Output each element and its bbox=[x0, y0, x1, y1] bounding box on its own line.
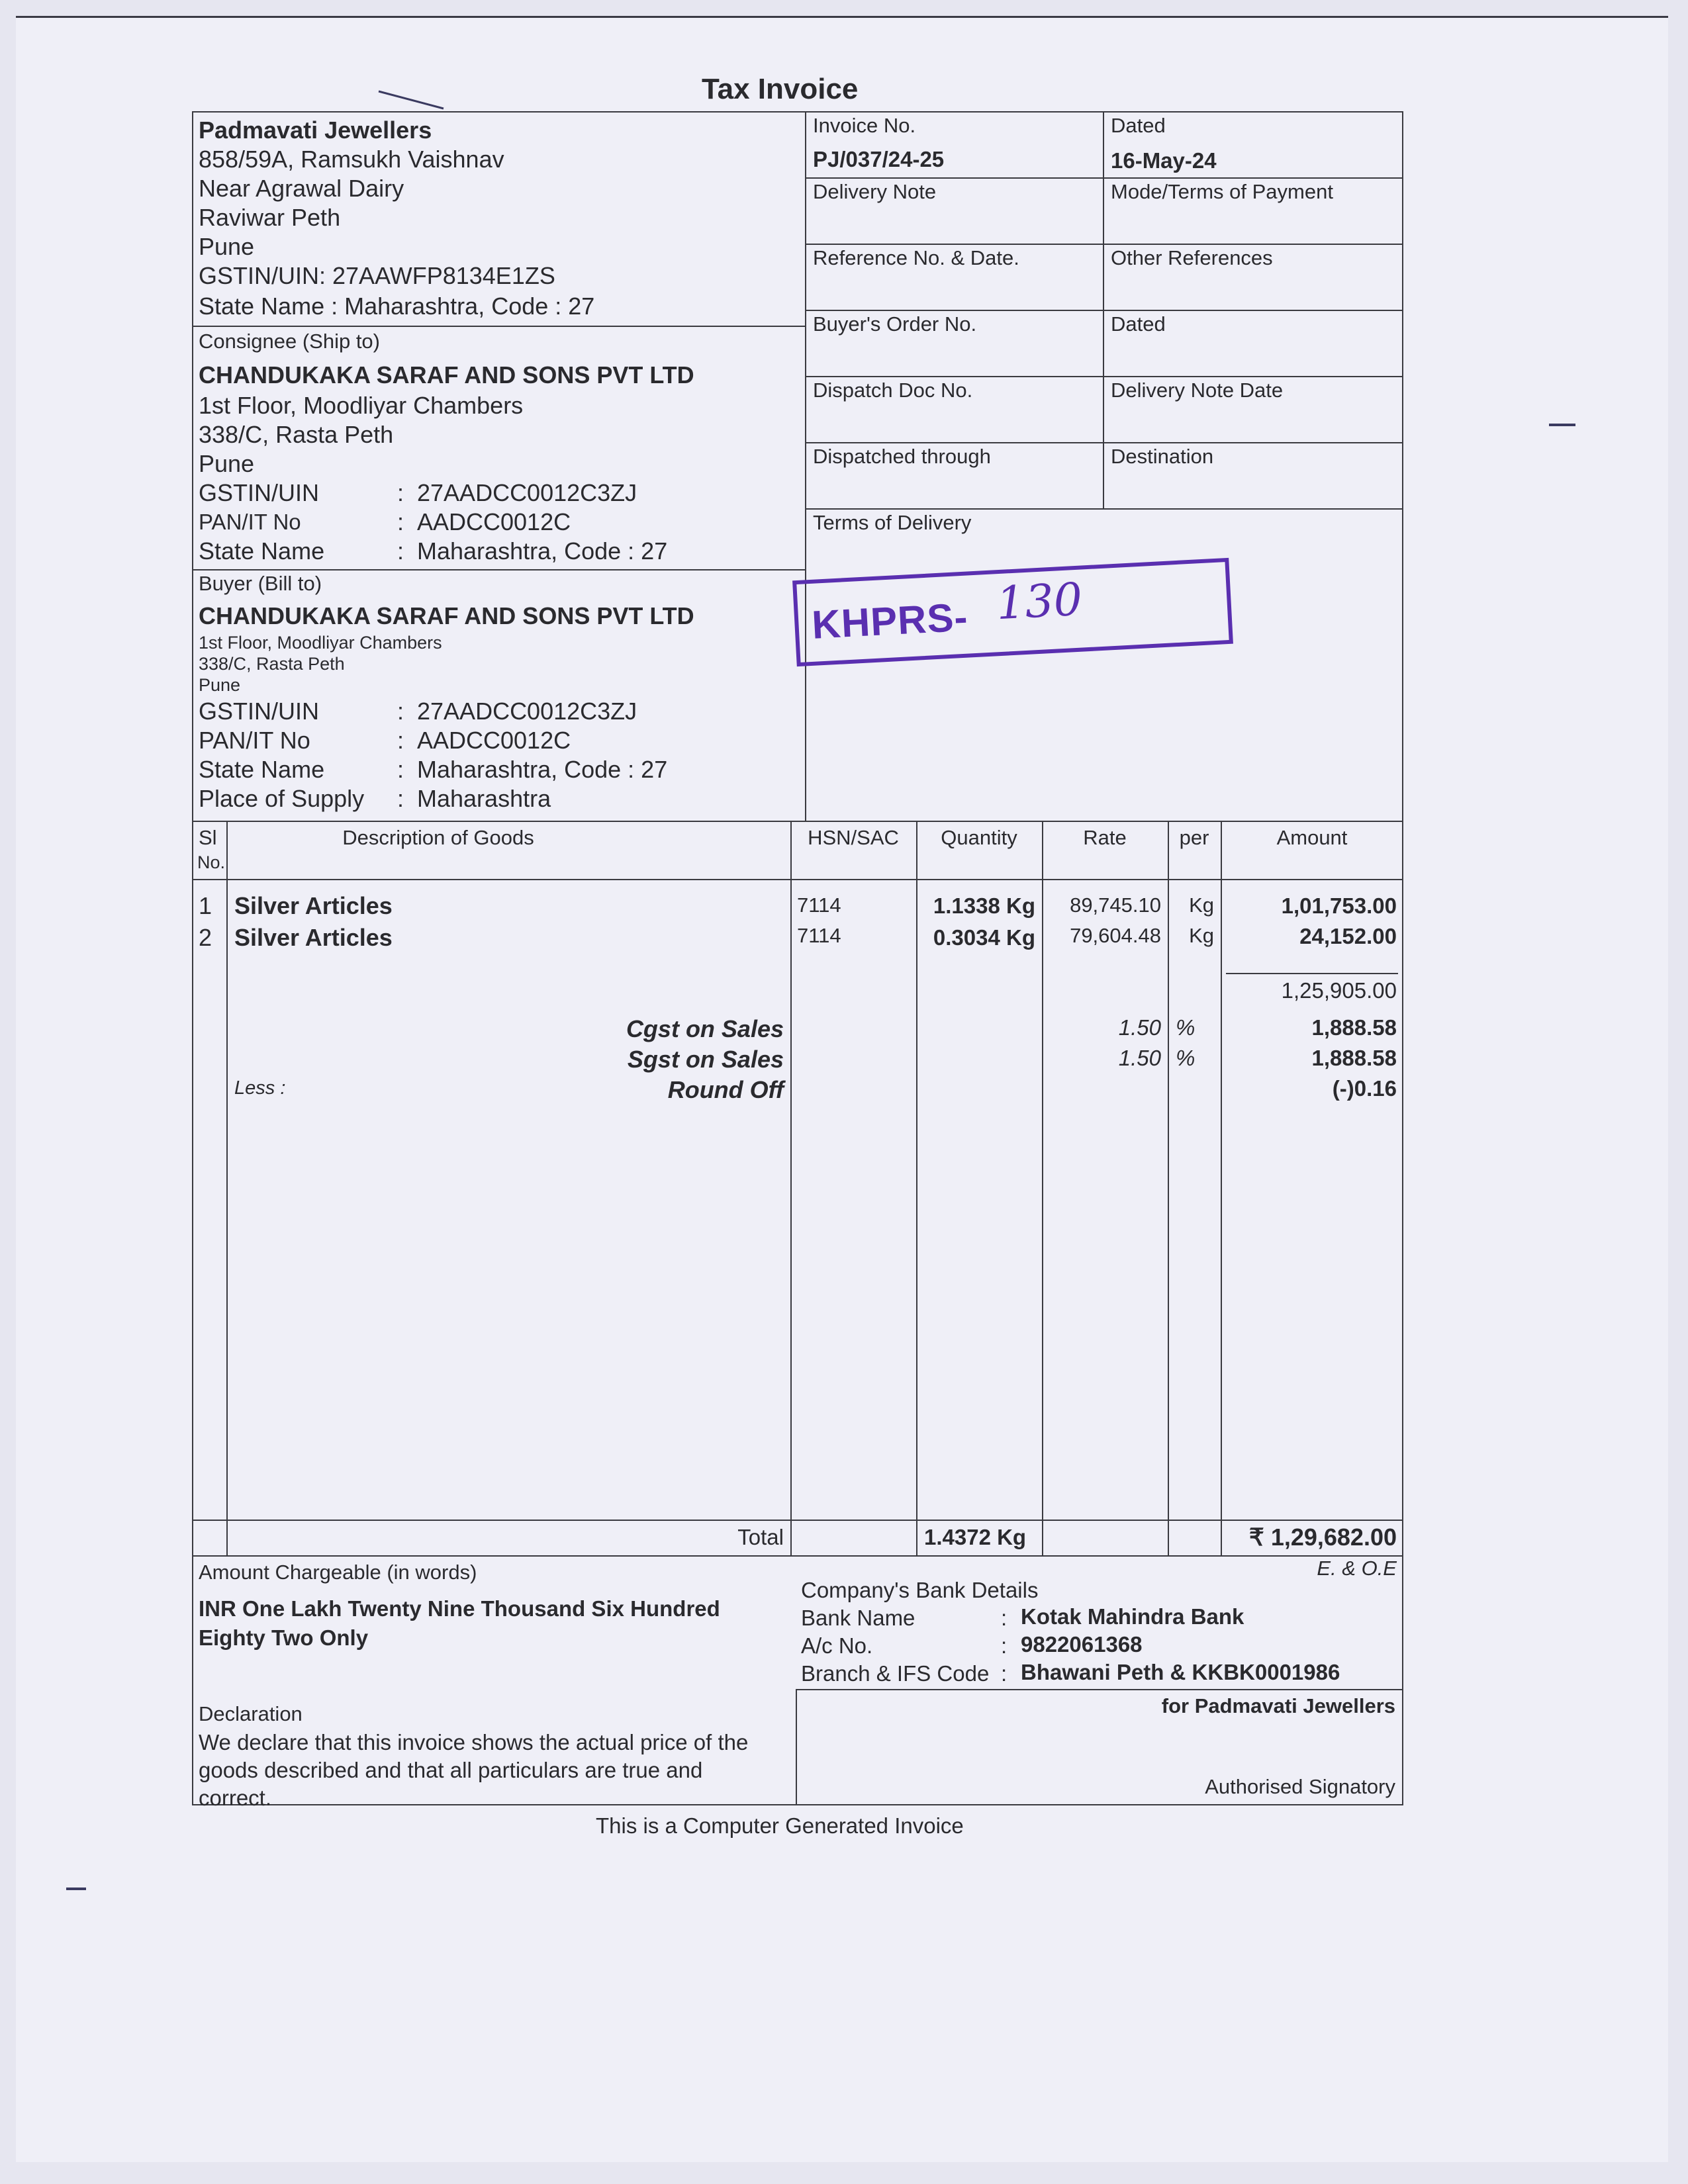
terms-of-delivery-label: Terms of Delivery bbox=[813, 511, 972, 534]
bank-branch-value: Bhawani Peth & KKBK0001986 bbox=[1021, 1660, 1340, 1684]
seller-name: Padmavati Jewellers bbox=[199, 116, 432, 144]
seller-address-line: Near Agrawal Dairy bbox=[199, 175, 404, 202]
col-header-amount: Amount bbox=[1276, 826, 1348, 849]
tax-rate: 1.50 bbox=[1118, 1015, 1161, 1040]
mode-terms-label: Mode/Terms of Payment bbox=[1111, 180, 1333, 203]
round-off-amount: (-)0.16 bbox=[1332, 1076, 1397, 1101]
stamp-code: KHPRS- bbox=[810, 594, 970, 647]
document-title: Tax Invoice bbox=[702, 73, 859, 105]
delivery-note-date-label: Delivery Note Date bbox=[1111, 379, 1284, 402]
buyers-order-label: Buyer's Order No. bbox=[813, 312, 977, 336]
buyer-field-label: GSTIN/UIN bbox=[199, 698, 320, 725]
bank-field-sep: : bbox=[1001, 1661, 1008, 1686]
consignee-field-sep: : bbox=[397, 508, 404, 535]
declaration-heading: Declaration bbox=[199, 1702, 303, 1725]
col-header-sl: Sl bbox=[199, 826, 217, 849]
tax-rate: 1.50 bbox=[1118, 1046, 1161, 1070]
item-per: Kg bbox=[1189, 924, 1214, 947]
buyer-field-sep: : bbox=[397, 727, 404, 754]
tax-description: Cgst on Sales bbox=[626, 1015, 784, 1042]
bank-field-sep: : bbox=[1001, 1633, 1008, 1658]
consignee-state: Maharashtra, Code : 27 bbox=[417, 537, 668, 565]
buyer-address-line: Pune bbox=[199, 675, 241, 695]
consignee-pan: AADCC0012C bbox=[417, 508, 571, 535]
declaration-line: We declare that this invoice shows the actual price of the bbox=[199, 1730, 749, 1754]
item-quantity: 0.3034 Kg bbox=[933, 925, 1035, 950]
amount-words-line: Eighty Two Only bbox=[199, 1625, 369, 1650]
col-header-sl-no: No. bbox=[197, 852, 226, 872]
seller-address-line: Pune bbox=[199, 233, 255, 260]
bank-field-label: Bank Name bbox=[801, 1606, 915, 1630]
item-quantity: 1.1338 Kg bbox=[933, 893, 1035, 918]
amount-words-line: INR One Lakh Twenty Nine Thousand Six Hundred bbox=[199, 1596, 720, 1621]
buyer-gstin: 27AADCC0012C3ZJ bbox=[417, 698, 637, 725]
authorised-signatory: Authorised Signatory bbox=[1205, 1775, 1395, 1798]
stamp-handwritten-number: 130 bbox=[995, 573, 1084, 631]
delivery-note-label: Delivery Note bbox=[813, 180, 937, 203]
consignee-field-label: State Name bbox=[199, 537, 325, 565]
bank-account-value: 9822061368 bbox=[1021, 1632, 1143, 1657]
consignee-gstin: 27AADCC0012C3ZJ bbox=[417, 479, 637, 506]
buyer-place-of-supply: Maharashtra bbox=[417, 785, 551, 812]
tax-per: % bbox=[1176, 1046, 1196, 1070]
consignee-field-sep: : bbox=[397, 537, 404, 565]
buyer-field-label: PAN/IT No bbox=[199, 727, 310, 754]
less-label: Less : bbox=[234, 1077, 286, 1099]
scan-speck bbox=[1549, 424, 1575, 426]
dispatched-through-label: Dispatched through bbox=[813, 445, 991, 468]
amount-words-label: Amount Chargeable (in words) bbox=[199, 1561, 477, 1584]
invoice bbox=[192, 111, 1403, 1810]
tax-amount: 1,888.58 bbox=[1311, 1046, 1397, 1070]
declaration-line: correct. bbox=[199, 1786, 272, 1810]
consignee-field-label: PAN/IT No bbox=[199, 510, 301, 534]
consignee-field-sep: : bbox=[397, 479, 404, 506]
consignee-heading: Consignee (Ship to) bbox=[199, 330, 380, 353]
seller-gstin: GSTIN/UIN: 27AAWFP8134E1ZS bbox=[199, 262, 555, 289]
consignee-field-label: GSTIN/UIN bbox=[199, 479, 320, 506]
total-amount: ₹ 1,29,682.00 bbox=[1248, 1524, 1397, 1551]
item-hsn: 7114 bbox=[797, 893, 841, 917]
consignee-address-line: Pune bbox=[199, 450, 255, 477]
total-quantity: 1.4372 Kg bbox=[924, 1525, 1027, 1549]
dated-label: Dated bbox=[1111, 114, 1166, 137]
invoice-no-value: PJ/037/24-25 bbox=[813, 147, 945, 171]
dated-value: 16-May-24 bbox=[1111, 148, 1217, 173]
round-off-description: Round Off bbox=[667, 1076, 784, 1103]
col-header-description: Description of Goods bbox=[342, 826, 534, 849]
col-header-quantity: Quantity bbox=[941, 826, 1017, 849]
buyer-field-label: Place of Supply bbox=[199, 785, 365, 812]
scan-speck bbox=[66, 1888, 86, 1890]
consignee-address-line: 338/C, Rasta Peth bbox=[199, 421, 394, 448]
item-sl: 1 bbox=[199, 892, 212, 919]
item-amount: 1,01,753.00 bbox=[1281, 893, 1397, 918]
seller-state: State Name : Maharashtra, Code : 27 bbox=[199, 293, 595, 320]
tax-amount: 1,888.58 bbox=[1311, 1015, 1397, 1040]
bank-name-value: Kotak Mahindra Bank bbox=[1021, 1604, 1244, 1629]
pen-stroke bbox=[377, 86, 450, 113]
invoice-no-label: Invoice No. bbox=[813, 114, 916, 137]
col-header-hsn: HSN/SAC bbox=[808, 826, 899, 849]
total-label: Total bbox=[737, 1525, 784, 1549]
buyer-field-sep: : bbox=[397, 785, 404, 812]
seller-address-line: Raviwar Peth bbox=[199, 204, 341, 231]
bank-field-label: Branch & IFS Code bbox=[801, 1661, 990, 1686]
item-sl: 2 bbox=[199, 924, 212, 951]
other-references-label: Other References bbox=[1111, 246, 1273, 269]
col-header-rate: Rate bbox=[1083, 826, 1127, 849]
item-hsn: 7114 bbox=[797, 924, 841, 947]
signature-for: for Padmavati Jewellers bbox=[1161, 1694, 1395, 1717]
buyer-pan: AADCC0012C bbox=[417, 727, 571, 754]
reference-label: Reference No. & Date. bbox=[813, 246, 1019, 269]
buyer-field-sep: : bbox=[397, 698, 404, 725]
eoe-note: E. & O.E bbox=[1317, 1557, 1397, 1580]
item-per: Kg bbox=[1189, 893, 1214, 917]
buyer-address-line: 338/C, Rasta Peth bbox=[199, 654, 345, 674]
seller-address-line: 858/59A, Ramsukh Vaishnav bbox=[199, 146, 504, 173]
tax-per: % bbox=[1176, 1015, 1196, 1040]
buyer-address-line: 1st Floor, Moodliyar Chambers bbox=[199, 633, 442, 653]
item-description: Silver Articles bbox=[234, 892, 393, 919]
bank-field-sep: : bbox=[1001, 1606, 1008, 1630]
item-description: Silver Articles bbox=[234, 924, 393, 951]
computer-generated-note: This is a Computer Generated Invoice bbox=[596, 1813, 964, 1838]
bank-heading: Company's Bank Details bbox=[801, 1578, 1039, 1602]
item-amount: 24,152.00 bbox=[1299, 924, 1397, 948]
destination-label: Destination bbox=[1111, 445, 1214, 468]
consignee-name: CHANDUKAKA SARAF AND SONS PVT LTD bbox=[199, 361, 694, 388]
dispatch-doc-label: Dispatch Doc No. bbox=[813, 379, 973, 402]
buyer-name: CHANDUKAKA SARAF AND SONS PVT LTD bbox=[199, 602, 694, 629]
dated2-label: Dated bbox=[1111, 312, 1166, 336]
buyer-field-sep: : bbox=[397, 756, 404, 783]
col-header-per: per bbox=[1179, 826, 1209, 849]
buyer-heading: Buyer (Bill to) bbox=[199, 572, 322, 595]
buyer-state: Maharashtra, Code : 27 bbox=[417, 756, 668, 783]
tax-description: Sgst on Sales bbox=[627, 1046, 784, 1073]
consignee-address-line: 1st Floor, Moodliyar Chambers bbox=[199, 392, 524, 419]
declaration-line: goods described and that all particulars are true and bbox=[199, 1758, 703, 1782]
item-rate: 79,604.48 bbox=[1070, 924, 1161, 947]
item-rate: 89,745.10 bbox=[1070, 893, 1161, 917]
subtotal-amount: 1,25,905.00 bbox=[1281, 978, 1397, 1003]
bank-field-label: A/c No. bbox=[801, 1633, 873, 1658]
buyer-field-label: State Name bbox=[199, 756, 325, 783]
